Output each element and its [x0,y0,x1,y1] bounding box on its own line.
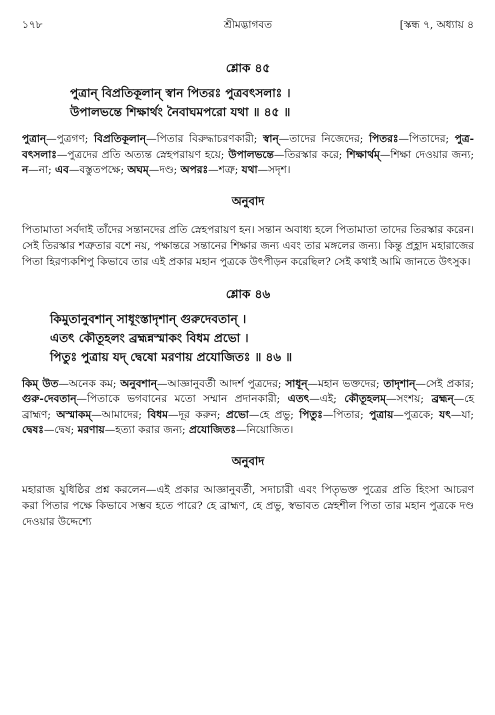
chapter-reference: [স্কন্ধ ৭, অধ্যায় ৪ [399,19,474,31]
synonym-meaning: —পিতার বিরুদ্ধাচরণকারী; [146,133,264,145]
synonym-word: অনুবশান্ [120,377,158,390]
synonym-word: যৎ [439,408,451,421]
synonym-meaning: —তাদের নিজেদের; [278,133,370,145]
synonym-word: দ্বেষঃ [22,424,44,436]
synonym-word: পুত্রায় [369,408,394,421]
synonym-word: পুত্র-বৎসলাঃ [22,133,474,161]
synonym-word: ব্রহ্মন্ [431,393,454,405]
synonym-meaning: —যা; [450,408,474,421]
verse-46-translation-heading: অনুবাদ [231,453,265,468]
verse-45-title: শ্লোক ৪৫ [225,61,271,75]
synonym-word: গুরু-দেবতান্ [22,393,77,405]
synonym-meaning: —হে ব্রাহ্মণ; [22,393,475,421]
synonym-word: অস্মাকম্ [56,408,92,421]
verse-46-title: শ্লোক ৪৬ [225,286,271,301]
synonym-word: তাদৃশান্ [383,377,416,390]
page-number: ১৭৮ [22,19,43,31]
verse-45-synonyms [22,132,474,179]
synonym-word: স্বান্ [263,133,279,145]
synonym-word: মরণায় [77,424,105,436]
synonym-meaning: —পিতাদের; [398,133,455,145]
verse-45-line-2: উপালভন্তে শিক্ষার্থং নৈবাঘমপরো যথা ॥ ৪৫ ॥ [70,105,291,119]
synonym-meaning: —পিতার; [322,408,370,421]
synonym-meaning: —মহান ভক্তদের; [307,377,384,390]
synonym-word: প্রযোজিতঃ [188,424,236,436]
synonym-meaning: —অনেক কম; [58,377,121,390]
synonym-meaning: —পুত্রকে; [393,408,440,421]
verse-45-translation: পিতামাতা সর্বদাই তাঁদের সন্তানদের প্রতি স্নেহপরায়ণ হন। সন্তান অবাধ্য হলে পিতামাতা তাদের তিরস্কার করেন। সেই তিরস্কার শত্রুতার বশে নয়, পক্ষান্তরে সন্তানের শিক্ষার জন্য এবং তার মঙ্গলের জন্য। কিন্তু প্রহ্লাদ মহারাজের পিতা হিরণ্যকশিপু কিভাবে তার এই প্রকার মহান পুত্রকে উৎপীড়ন করেছিল? সেই কথাই আমি জানতে উৎসুক। [22,223,474,268]
verse-46-synonyms [22,377,474,439]
synonym-meaning: —আমাদের; [91,408,148,421]
synonym-meaning: —পুত্রদের প্রতি অত্যন্ত স্নেহপরায়ণ হয়ে; [56,148,229,161]
synonym-word: পুত্রান্ [22,133,47,145]
synonym-word: বিপ্রতিকূলান্ [94,133,147,145]
synonym-meaning: —দণ্ড; [148,164,181,176]
synonym-word: ন [22,164,29,176]
synonym-word: উপালভন্তে [228,148,274,161]
synonym-meaning: —না; [28,164,55,176]
synonym-meaning: —পিতাকে ভগবানের মতো সম্মান প্রদানকারী; [76,393,288,405]
synonym-meaning: —এই; [309,393,345,405]
synonym-meaning: —পুত্রগণ; [46,133,94,145]
synonym-word: বিধম [147,408,168,421]
synonym-word: পিতুঃ [299,408,323,421]
synonym-meaning: —দূর করুন; [167,408,226,421]
synonym-word: প্রভো [225,408,249,421]
synonym-meaning: —হে প্রভু; [248,408,300,421]
synonym-word: কিম্ উত [22,377,59,390]
synonym-word: পিতরঃ [369,133,399,145]
synonym-word: অঘম্ [127,164,149,176]
synonym-meaning: —তিরস্কার করে; [273,148,347,161]
verse-46-line-3: পিতুঃ পুত্রায় যদ্ দ্বেষো মরণায় প্রযোজিতঃ ॥ ৪৬ ॥ [50,349,293,364]
synonym-meaning: —শত্রু; [208,164,242,176]
page-header [22,18,474,38]
synonym-word: এতৎ [287,393,310,405]
synonym-meaning: —দ্বেষ; [43,424,78,436]
synonym-meaning: —নিয়োজিত। [235,424,294,436]
verse-46-line-1: কিমুতানুবশান্ সাধূংস্তাদৃশান্ গুরুদেবতান্ । [50,311,247,326]
verse-46-translation: মহারাজ যুধিষ্ঠির প্রশ্ন করলেন—এই প্রকার আজ্ঞানুবর্তী, সদাচারী এবং পিতৃভক্ত পুত্রের প্রতি হিংসা আচরণ করা পিতার পক্ষে কিভাবে সম্ভব হতে পারে? হে ব্রাহ্মণ, হে প্রভু, স্বভাবত স্নেহশীল পিতা তার মহান পুত্রকে দণ্ড দেওয়ার উদ্দেশ্যে [22,483,474,528]
synonym-word: কৌতূহলম্ [344,393,386,405]
synonym-word: অপরঃ [180,164,209,176]
verse-45-line-1: পুত্রান্ বিপ্রতিকূলান্ স্বান পিতরঃ পুত্রবৎসলাঃ । [70,86,291,100]
verse-46-line-2: এতৎ কৌতূহলং ব্রহ্মন্নস্মাকং বিধম প্রভো । [50,330,249,345]
book-title: শ্রীমদ্ভাগবত [223,19,273,31]
synonym-word: সাধূন্ [285,377,308,390]
synonym-word: এব [54,164,69,176]
synonym-meaning: —সদৃশ। [257,164,291,176]
synonym-meaning: —শিক্ষা দেওয়ার জন্য; [379,148,474,161]
verse-45-translation-heading: অনুবাদ [231,193,265,208]
synonym-meaning: —সংশয়; [385,393,432,405]
synonym-meaning: —আজ্ঞানুবর্তী আদর্শ পুত্রদের; [157,377,286,390]
book-page [22,18,474,530]
synonym-meaning: —হত্যা করার জন্য; [104,424,189,436]
synonym-meaning: —বস্তুতপক্ষে; [68,164,128,176]
synonym-meaning: —সেই প্রকার; [415,377,474,390]
synonym-word: শিক্ষার্থম্ [346,148,380,161]
synonym-word: যথা [241,164,258,176]
